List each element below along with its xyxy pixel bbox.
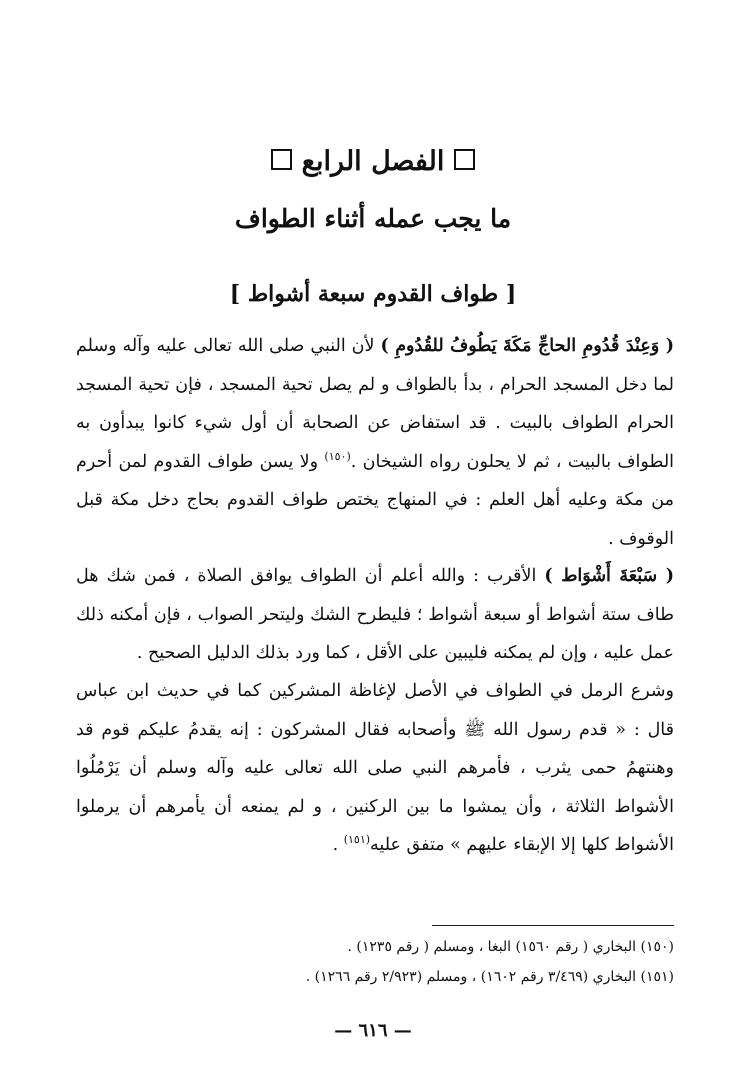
- paragraph-3-text-2: .: [332, 835, 344, 855]
- paragraph-3-text: وشرع الرمل في الطواف في الأصل لإغاظة المشركين كما في حديث ابن عباس قال : « قدم رسول الله ﷺ وأصحابه فقال المشركون : إنه يقدمُ عليكم قوم قد وهنتهمُ حمى يثرب ، فأمرهم النبي صلى الله تعالى عليه وآله وسلم أن يَرْمُلُوا الأشواط الثلاثة ، وأن يمشوا ما بين الركنين ، و لم يمنعه أن يأمرهم أن يرملوا الأشواط كلها إلا الإبقاء عليهم » متفق عليه: [76, 681, 674, 855]
- chapter-heading: [0, 142, 746, 182]
- footnotes: [76, 932, 674, 992]
- square-ornament-icon: [271, 149, 292, 170]
- section-heading: [ طواف القدوم سبعة أشواط ]: [229, 281, 517, 307]
- footnote-151: (١٥١) البخاري (٣/٤٦٩ رقم ١٦٠٢) ، ومسلم (٢/٩٢٣ رقم ١٢٦٦) .: [305, 969, 674, 985]
- paragraph-1-text: لأن النبي صلى الله تعالى عليه وآله وسلم لما دخل المسجد الحرام ، بدأ بالطواف و لم يصل تحية المسجد ، فإن تحية المسجد الحرام الطواف بالبيت . قد استفاض عن الصحابة أن أول شيء كانوا يبدأون به الطواف بالبيت ، ثم لا يحلون رواه الشيخان .: [76, 336, 675, 472]
- footnote-divider: [432, 925, 674, 926]
- paragraph-2-quote: ( سَبْعَةَ أَشْوَاط ): [544, 566, 674, 586]
- chapter-subtitle: ما يجب عمله أثناء الطواف: [234, 204, 512, 233]
- square-ornament-icon: [454, 149, 475, 170]
- paragraph-1: [76, 327, 674, 558]
- paragraph-2: [76, 557, 674, 673]
- chapter-title: الفصل الرابع: [301, 146, 445, 177]
- paragraph-1-quote: ( وَعِنْدَ قُدُومِ الحاجِّ مَكَةَ يَطُوفُ للقُدُومِ ): [380, 336, 674, 356]
- paragraph-2-text: الأقرب : والله أعلم أن الطواف يوافق الصلاة ، فمن شك هل طاف ستة أشواط أو سبعة أشواط ؛ فليطرح الشك وليتحر الصواب ، فإن أمكنه ذلك عمل عليه ، وإن لم يمكنه فليبين على الأقل ، كما ورد بذلك الدليل الصحيح .: [76, 566, 674, 663]
- footnote-ref-151: (١٥١): [343, 833, 371, 847]
- page-number: — ٦١٦ —: [334, 1020, 412, 1041]
- paragraph-3: [76, 672, 674, 865]
- footnote-ref-150: (١٥٠): [324, 449, 351, 463]
- footnote-150: (١٥٠) البخاري ( رقم ١٥٦٠) البغا ، ومسلم ( رقم ١٢٣٥) .: [347, 939, 674, 955]
- paragraph-1-text-2: ولا يسن طواف القدوم لمن أحرم من مكة وعليه أهل العلم : في المنهاج يختص طواف القدوم بحاج دخل مكة قبل الوقوف .: [76, 451, 674, 549]
